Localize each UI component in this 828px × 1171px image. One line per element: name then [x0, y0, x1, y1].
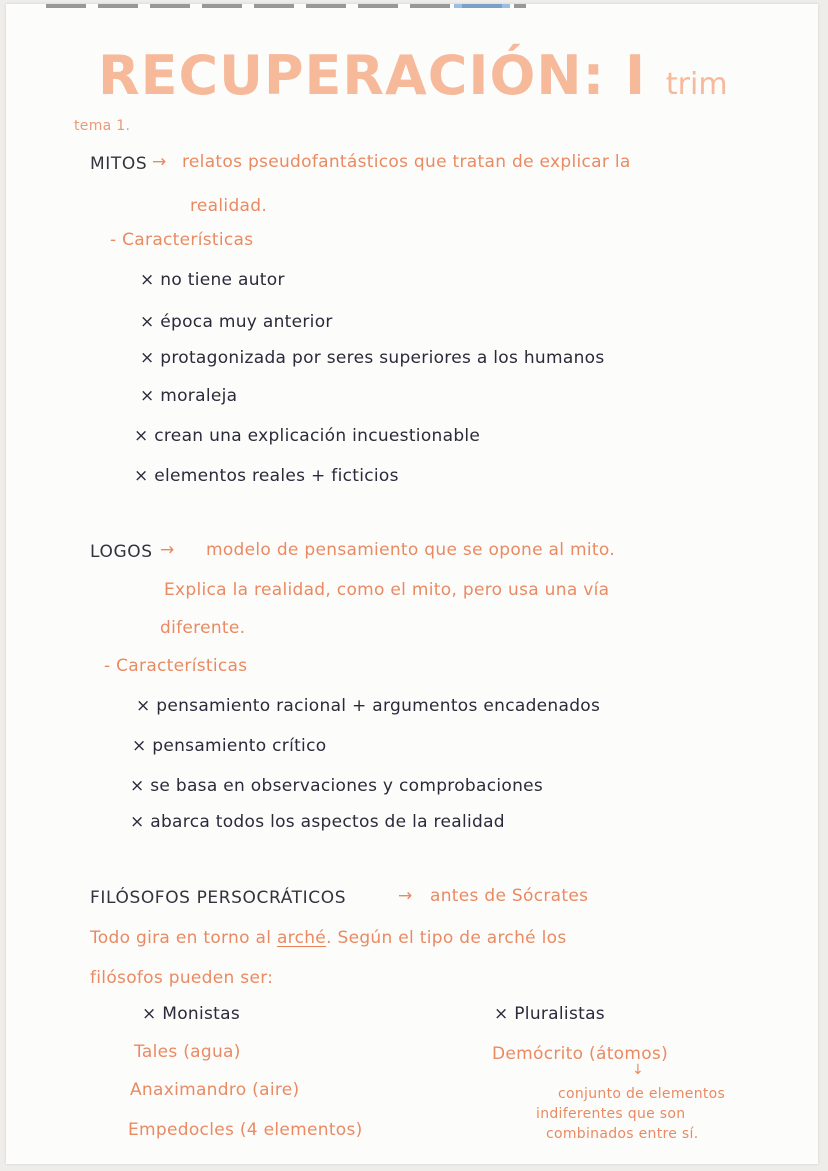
logos-characteristics-title: - Características: [104, 656, 248, 676]
filosofos-line2-end: . Según el tipo de arché los: [326, 928, 567, 948]
mitos-item: × elementos reales + ficticios: [134, 466, 399, 486]
mitos-item: × protagonizada por seres superiores a los humanos: [140, 348, 605, 368]
pluralista-note-line1: conjunto de elementos: [558, 1086, 726, 1102]
title-suffix: trim: [665, 67, 728, 102]
mitos-definition-line1: relatos pseudofantásticos que tratan de explicar la: [182, 152, 631, 172]
logos-definition-line2: Explica la realidad, como el mito, pero usa una vía: [164, 580, 610, 600]
monista-item: Empedocles (4 elementos): [128, 1120, 363, 1140]
mitos-item: × época muy anterior: [140, 312, 333, 332]
mitos-item: × no tiene autor: [140, 270, 285, 290]
monista-item: Anaximandro (aire): [130, 1080, 300, 1100]
logos-definition-line1: modelo de pensamiento que se opone al mito.: [206, 540, 615, 560]
logos-arrow: →: [160, 540, 175, 560]
logos-item: × pensamiento racional + argumentos encadenados: [136, 696, 601, 716]
title-main: RECUPERACIÓN: I: [98, 44, 647, 107]
arche-term: arché: [276, 928, 327, 948]
pluralista-note-line2: indiferentes que son: [536, 1106, 686, 1122]
page-title: [98, 44, 728, 107]
binding-edge-accent: [454, 4, 510, 8]
mitos-definition-line2: realidad.: [190, 196, 268, 216]
logos-item: × abarca todos los aspectos de la realidad: [130, 812, 505, 832]
mitos-item: × crean una explicación incuestionable: [134, 426, 481, 446]
down-arrow-icon: ↓: [632, 1062, 645, 1078]
logos-item: × pensamiento crítico: [132, 736, 327, 756]
mitos-heading: MITOS: [90, 154, 148, 174]
mitos-item: × moraleja: [140, 386, 238, 406]
monista-item: Tales (agua): [134, 1042, 241, 1062]
logos-heading: LOGOS: [90, 542, 153, 562]
notebook-page: [6, 4, 818, 1164]
filosofos-line2: [90, 928, 567, 948]
mitos-characteristics-title: - Características: [110, 230, 254, 250]
pluralista-item: Demócrito (átomos): [492, 1044, 669, 1064]
pluralistas-title: × Pluralistas: [494, 1004, 605, 1024]
logos-item: × se basa en observaciones y comprobaciones: [130, 776, 544, 796]
pluralista-note-line3: combinados entre sí.: [546, 1126, 699, 1142]
filosofos-line2-start: Todo gira en torno al: [90, 928, 272, 948]
logos-definition-line3: diferente.: [160, 618, 246, 638]
monistas-title: × Monistas: [142, 1004, 241, 1024]
filosofos-heading: FILÓSOFOS PERSOCRÁTICOS: [90, 888, 347, 908]
filosofos-definition: antes de Sócrates: [430, 886, 589, 906]
mitos-arrow: →: [152, 152, 167, 172]
filosofos-line3: filósofos pueden ser:: [90, 968, 274, 988]
filosofos-arrow: →: [398, 886, 413, 906]
topic-label: tema 1.: [74, 118, 131, 134]
